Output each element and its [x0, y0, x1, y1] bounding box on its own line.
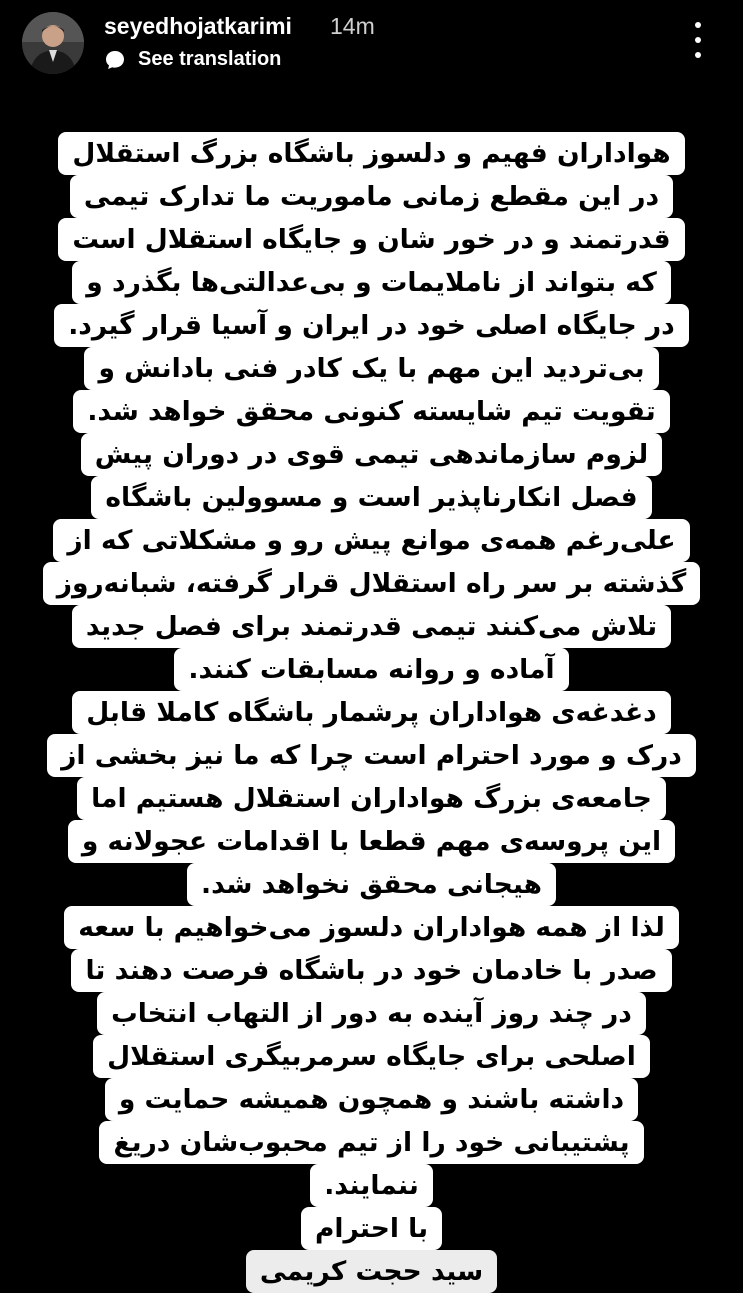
text-line: پشتیبانی خود را از تیم محبوب‌شان دریغ: [60, 1121, 683, 1164]
text-line: فصل انکارناپذیر است و مسوولین باشگاه: [60, 476, 683, 519]
text-line: آماده و روانه مسابقات کنند.: [60, 648, 683, 691]
text-line: دغدغه‌ی هواداران پرشمار باشگاه کاملا قابل: [60, 691, 683, 734]
text-line: هیجانی محقق نخواهد شد.: [60, 863, 683, 906]
speech-bubble-icon: [104, 49, 126, 71]
text-line: این پروسه‌ی مهم قطعا با اقدامات عجولانه و: [60, 820, 683, 863]
text-line: بی‌تردید این مهم با یک کادر فنی بادانش و: [60, 347, 683, 390]
text-line: که بتواند از ناملایمات و بی‌عدالتی‌ها بگذرد و: [60, 261, 683, 304]
signature-line: سید حجت کریمی: [60, 1250, 683, 1293]
text-line: گذشته بر سر راه استقلال قرار گرفته، شبانه‌روز: [60, 562, 683, 605]
text-line: تلاش می‌کنند تیمی قدرتمند برای فصل جدید: [60, 605, 683, 648]
story-header: [0, 0, 743, 90]
text-line: درک و مورد احترام است چرا که ما نیز بخشی از: [60, 734, 683, 777]
text-line: صدر با خادمان خود در باشگاه فرصت دهند تا: [60, 949, 683, 992]
profile-photo: [22, 12, 84, 74]
text-line: در این مقطع زمانی ماموریت ما تدارک تیمی: [60, 175, 683, 218]
post-time: 14m: [330, 13, 375, 39]
more-options-icon[interactable]: [684, 22, 712, 58]
text-line: هواداران فهیم و دلسوز باشگاه بزرگ استقلال: [60, 132, 683, 175]
text-line: علی‌رغم همه‌ی موانع پیش رو و مشکلاتی که از: [60, 519, 683, 562]
text-line: قدرتمند و در خور شان و جایگاه استقلال است: [60, 218, 683, 261]
text-line: در چند روز آینده به دور از التهاب انتخاب: [60, 992, 683, 1035]
story-text-block: [56, 132, 687, 1293]
text-line: لزوم سازماندهی تیمی قوی در دوران پیش: [60, 433, 683, 476]
text-line: لذا از همه هواداران دلسوز می‌خواهیم با سعه: [60, 906, 683, 949]
text-line: تقویت تیم شایسته کنونی محقق خواهد شد.: [60, 390, 683, 433]
see-translation-button[interactable]: [104, 48, 281, 71]
text-line: داشته باشند و همچون همیشه حمایت و: [60, 1078, 683, 1121]
avatar[interactable]: [22, 12, 84, 74]
text-line: با احترام: [60, 1207, 683, 1250]
text-line: در جایگاه اصلی خود در ایران و آسیا قرار گیرد.: [60, 304, 683, 347]
see-translation-label: See translation: [138, 48, 282, 70]
text-line: اصلحی برای جایگاه سرمربیگری استقلال: [60, 1035, 683, 1078]
username-link[interactable]: seyedhojatkarimi: [104, 13, 292, 39]
text-line: ننمایند.: [60, 1164, 683, 1207]
text-line: جامعه‌ی بزرگ هواداران استقلال هستیم اما: [60, 777, 683, 820]
